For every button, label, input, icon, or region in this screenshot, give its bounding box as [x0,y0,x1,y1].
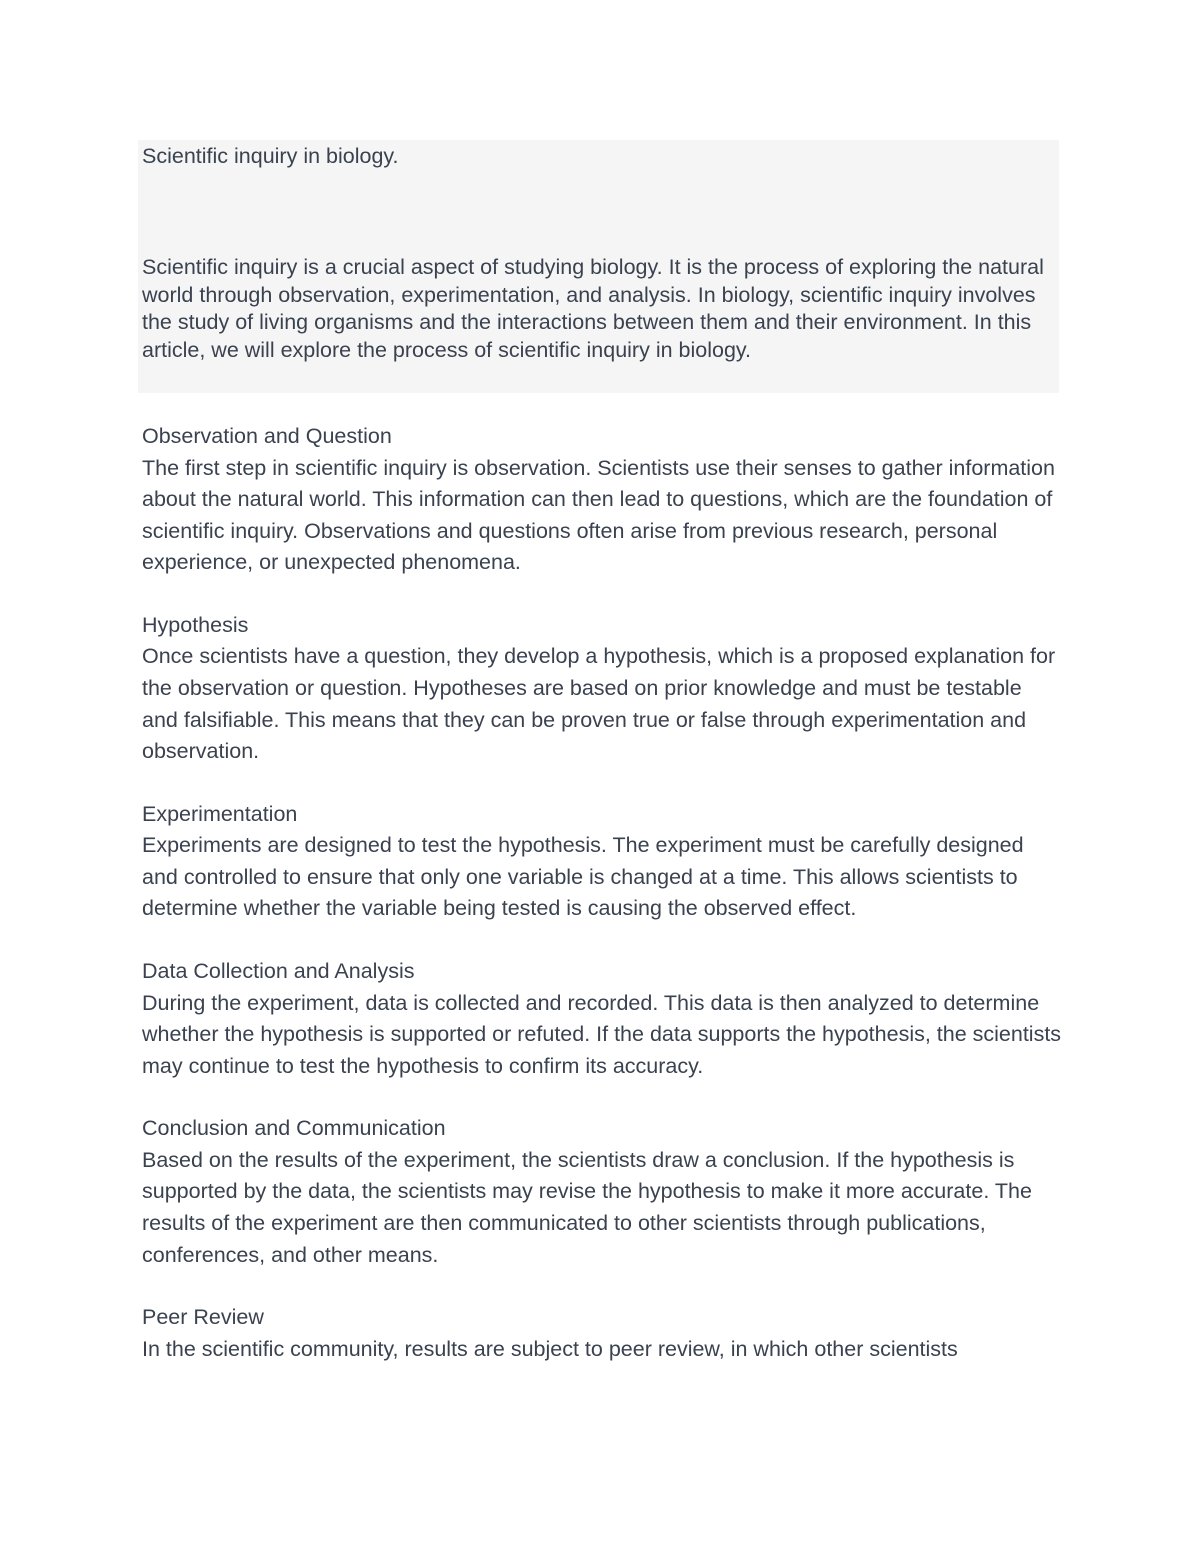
document-body [142,421,1062,1396]
section-observation-and-question [142,421,1062,579]
section-paragraph: Experiments are designed to test the hypothesis. The experiment must be carefully designed and controlled to ensure that only one variable is changed at a time. This allows scientists to determine whether the variable being tested is causing the observed effect. [142,833,1024,921]
section-paragraph: During the experiment, data is collected and recorded. This data is then analyzed to determine whether the hypothesis is supported or refuted. If the data supports the hypothesis, the scientists may continue to test the hypothesis to confirm its accuracy. [142,990,1062,1078]
section-heading: Observation and Question [142,424,392,448]
section-experimentation [142,799,1062,925]
section-heading: Peer Review [142,1305,264,1330]
section-heading: Experimentation [142,801,298,826]
section-paragraph: Based on the results of the experiment, the scientists draw a conclusion. If the hypothesis is supported by the data, the scientists may revise the hypothesis to make it more accurate. The results of the experiment are then communicated to other scientists through publications, conferences, and other means. [142,1147,1032,1267]
section-heading: Data Collection and Analysis [142,959,415,984]
section-hypothesis [142,610,1062,768]
section-paragraph: In the scientific community, results are subject to peer review, in which other scientists [142,1336,958,1361]
section-heading: Hypothesis [142,612,249,637]
document-title: Scientific inquiry in biology. [142,144,399,168]
intro-block [138,140,1059,393]
section-heading: Conclusion and Communication [142,1116,446,1141]
intro-paragraph: Scientific inquiry is a crucial aspect of studying biology. It is the process of exploring the natural world through observation, experimentation, and analysis. In biology, scientific inquiry involves the study of living organisms and the interactions between them and their environment. In this article, we will explore the process of scientific inquiry in biology. [142,255,1044,362]
section-conclusion-and-communication [142,1113,1062,1271]
section-data-collection-and-analysis [142,956,1062,1082]
section-peer-review [142,1302,1062,1365]
section-paragraph: Once scientists have a question, they develop a hypothesis, which is a proposed explanation for the observation or question. Hypotheses are based on prior knowledge and must be testable and falsifiable. This means that they can be proven true or false through experimentation and observation. [142,644,1056,764]
section-paragraph: The first step in scientific inquiry is observation. Scientists use their senses to gather information about the natural world. This information can then lead to questions, which are the foundation of scientific inquiry. Observations and questions often arise from previous research, personal experience, or unexpected phenomena. [142,455,1055,575]
